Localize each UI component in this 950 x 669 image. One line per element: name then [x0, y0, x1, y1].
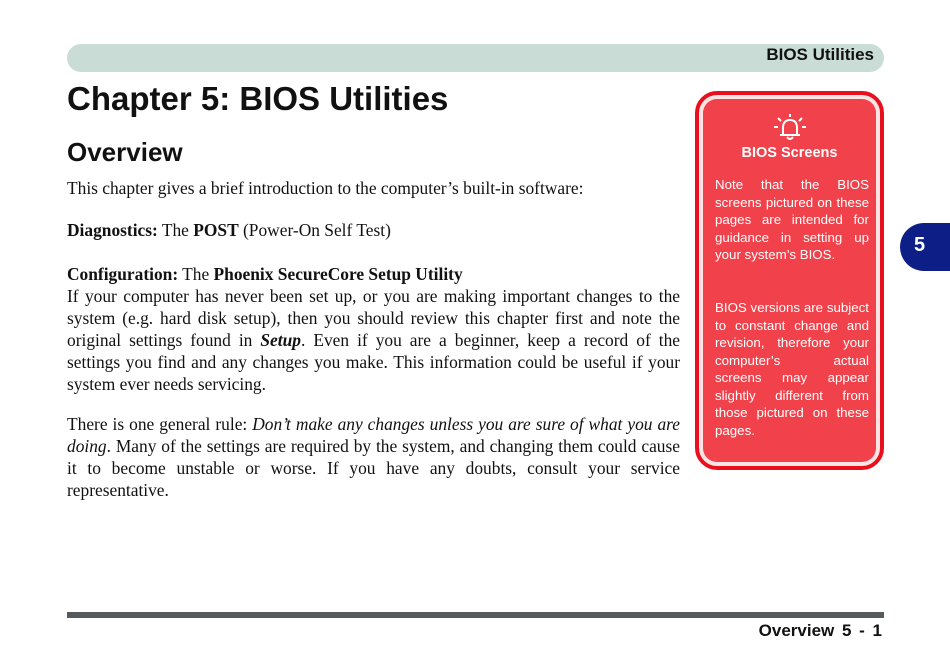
header-bar	[67, 44, 884, 72]
footer-page-label: Overview 5 - 1	[758, 621, 882, 640]
configuration-the: The	[178, 264, 214, 284]
header-title: BIOS Utilities	[766, 45, 874, 64]
configuration-label: Configuration:	[67, 264, 179, 284]
setup-emphasis: Setup	[260, 330, 301, 350]
chapter-tab-number: 5	[914, 234, 926, 256]
footer-rule	[67, 612, 884, 618]
sidebar-note-box	[695, 91, 884, 470]
rule-after: . Many of the settings are required by the system, and changing them could cause it to become unstable or worse. If you have any doubts, consult your service representative.	[67, 436, 680, 500]
configuration-text-after: . Even if you are a beginner, keep a record of the settings you find and any changes you make. This information could be useful if your system ever needs servicing.	[67, 330, 680, 394]
rule-before: There is one general rule:	[67, 414, 253, 434]
diagnostics-item: POST	[193, 220, 239, 240]
sidebar-heading: BIOS Screens	[741, 145, 838, 161]
sidebar-paragraph-1: Note that the BIOS screens pictured on these pages are intended for guidance in setting up your system’s BIOS.	[715, 177, 869, 262]
diagnostics-label: Diagnostics:	[67, 220, 158, 240]
diagnostics-desc: (Power-On Self Test)	[238, 220, 391, 240]
configuration-paragraph	[67, 263, 680, 395]
sidebar-paragraph-2: BIOS versions are subject to constant change and revision, therefore your computer’s actual screens may appear slightly different from those pictured on these pages.	[715, 300, 869, 438]
bell-alert-icon	[772, 113, 808, 143]
sidebar-note-inner	[703, 99, 876, 462]
rule-emphasis: Don’t make any changes unless you are sure of what you are doing	[67, 414, 680, 456]
diagnostics-paragraph	[67, 219, 680, 241]
configuration-text-before: If your computer has never been set up, or you are making important changes to the system (e.g. hard disk setup), then you should review this chapter first and note the original settings found in	[67, 286, 680, 350]
section-title: Overview	[67, 137, 183, 167]
diagnostics-the: The	[157, 220, 194, 240]
intro-paragraph: This chapter gives a brief introduction to the computer’s built-in software:	[67, 178, 584, 198]
chapter-title: Chapter 5: BIOS Utilities	[67, 80, 449, 117]
configuration-item: Phoenix SecureCore Setup Utility	[213, 264, 463, 284]
rule-paragraph	[67, 413, 680, 501]
